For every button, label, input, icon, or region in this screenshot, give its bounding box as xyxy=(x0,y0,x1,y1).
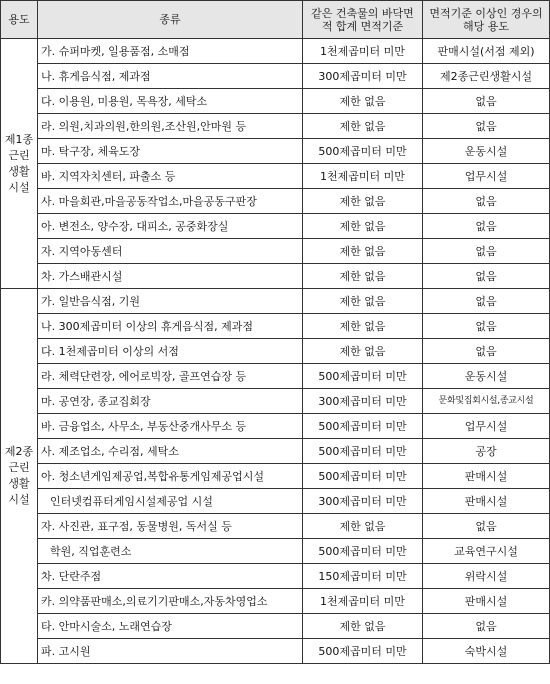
header-row xyxy=(1,1,550,39)
area-cell: 제한 없음 xyxy=(303,614,423,639)
table-row xyxy=(1,364,550,389)
kind-cell: 바. 지역자치센터, 파출소 등 xyxy=(38,164,303,189)
area-cell: 500제곱미터 미만 xyxy=(303,139,423,164)
use-cell: 운동시설 xyxy=(423,364,550,389)
area-cell: 제한 없음 xyxy=(303,339,423,364)
table-row xyxy=(1,464,550,489)
table-row xyxy=(1,39,550,64)
use-cell: 없음 xyxy=(423,239,550,264)
kind-cell: 아. 변전소, 양수장, 대피소, 공중화장실 xyxy=(38,214,303,239)
kind-cell: 나. 휴게음식점, 제과점 xyxy=(38,64,303,89)
kind-cell: 인터넷컴퓨터게임시설제공업 시설 xyxy=(38,489,303,514)
table-row xyxy=(1,564,550,589)
table-row xyxy=(1,239,550,264)
table-row xyxy=(1,489,550,514)
group-name: 제2종 근린 생활 시설 xyxy=(1,289,38,664)
area-cell: 제한 없음 xyxy=(303,514,423,539)
use-cell: 문화및집회시설,종교시설 xyxy=(423,389,550,414)
table-row xyxy=(1,414,550,439)
use-cell: 판매시설 xyxy=(423,464,550,489)
area-cell: 1천제곱미터 미만 xyxy=(303,589,423,614)
area-cell: 150제곱미터 미만 xyxy=(303,564,423,589)
kind-cell: 라. 체력단련장, 에어로빅장, 골프연습장 등 xyxy=(38,364,303,389)
kind-cell: 사. 마을회관,마을공동작업소,마을공동구판장 xyxy=(38,189,303,214)
area-cell: 300제곱미터 미만 xyxy=(303,389,423,414)
area-cell: 제한 없음 xyxy=(303,114,423,139)
use-cell: 판매시설 xyxy=(423,489,550,514)
kind-cell: 바. 금융업소, 사무소, 부동산중개사무소 등 xyxy=(38,414,303,439)
kind-cell: 마. 공연장, 종교집회장 xyxy=(38,389,303,414)
use-cell: 없음 xyxy=(423,214,550,239)
table-row xyxy=(1,339,550,364)
table-row xyxy=(1,514,550,539)
area-cell: 1천제곱미터 미만 xyxy=(303,164,423,189)
kind-cell: 자. 사진관, 표구점, 동물병원, 독서실 등 xyxy=(38,514,303,539)
kind-cell: 다. 이용원, 미용원, 목욕장, 세탁소 xyxy=(38,89,303,114)
use-cell: 업무시설 xyxy=(423,414,550,439)
use-cell: 없음 xyxy=(423,114,550,139)
kind-cell: 마. 탁구장, 체육도장 xyxy=(38,139,303,164)
use-cell: 없음 xyxy=(423,264,550,289)
table-row xyxy=(1,639,550,664)
table-row xyxy=(1,589,550,614)
use-cell: 업무시설 xyxy=(423,164,550,189)
area-cell: 제한 없음 xyxy=(303,264,423,289)
table-row xyxy=(1,289,550,314)
use-cell: 교육연구시설 xyxy=(423,539,550,564)
area-cell: 300제곱미터 미만 xyxy=(303,64,423,89)
table-body xyxy=(1,39,550,664)
area-cell: 1천제곱미터 미만 xyxy=(303,39,423,64)
area-cell: 제한 없음 xyxy=(303,289,423,314)
kind-cell: 나. 300제곱미터 이상의 휴게음식점, 제과점 xyxy=(38,314,303,339)
use-cell: 판매시설(서점 제외) xyxy=(423,39,550,64)
table-row xyxy=(1,189,550,214)
area-cell: 제한 없음 xyxy=(303,89,423,114)
header-group: 용도 xyxy=(1,1,38,39)
table-row xyxy=(1,264,550,289)
header-use: 면적기준 이상인 경우의 해당 용도 xyxy=(423,1,550,39)
area-cell: 500제곱미터 미만 xyxy=(303,439,423,464)
kind-cell: 학원, 직업훈련소 xyxy=(38,539,303,564)
use-cell: 공장 xyxy=(423,439,550,464)
table-row xyxy=(1,539,550,564)
kind-cell: 카. 의약품판매소,의료기기판매소,자동차영업소 xyxy=(38,589,303,614)
group-name: 제1종 근린 생활 시설 xyxy=(1,39,38,289)
use-cell: 없음 xyxy=(423,614,550,639)
use-cell: 숙박시설 xyxy=(423,639,550,664)
use-cell: 없음 xyxy=(423,514,550,539)
kind-cell: 가. 슈퍼마켓, 일용품점, 소매점 xyxy=(38,39,303,64)
kind-cell: 아. 청소년게임제공업,복합유통게임제공업시설 xyxy=(38,464,303,489)
area-cell: 500제곱미터 미만 xyxy=(303,364,423,389)
use-cell: 위락시설 xyxy=(423,564,550,589)
kind-cell: 사. 제조업소, 수리점, 세탁소 xyxy=(38,439,303,464)
table-row xyxy=(1,214,550,239)
table-row xyxy=(1,314,550,339)
use-cell: 없음 xyxy=(423,189,550,214)
use-cell: 제2종근린생활시설 xyxy=(423,64,550,89)
kind-cell: 타. 안마시술소, 노래연습장 xyxy=(38,614,303,639)
use-cell: 없음 xyxy=(423,339,550,364)
use-cell: 없음 xyxy=(423,289,550,314)
area-cell: 제한 없음 xyxy=(303,314,423,339)
area-cell: 500제곱미터 미만 xyxy=(303,539,423,564)
kind-cell: 다. 1천제곱미터 이상의 서점 xyxy=(38,339,303,364)
kind-cell: 라. 의원,치과의원,한의원,조산원,안마원 등 xyxy=(38,114,303,139)
table-row xyxy=(1,389,550,414)
area-cell: 500제곱미터 미만 xyxy=(303,464,423,489)
table-row xyxy=(1,89,550,114)
header-area: 같은 건축물의 바닥면적 합계 면적기준 xyxy=(303,1,423,39)
kind-cell: 자. 지역아동센터 xyxy=(38,239,303,264)
table-row xyxy=(1,139,550,164)
use-cell: 없음 xyxy=(423,314,550,339)
kind-cell: 파. 고시원 xyxy=(38,639,303,664)
use-cell: 없음 xyxy=(423,89,550,114)
table-row xyxy=(1,614,550,639)
header-kind: 종류 xyxy=(38,1,303,39)
table-row xyxy=(1,64,550,89)
area-cell: 제한 없음 xyxy=(303,189,423,214)
kind-cell: 차. 가스배관시설 xyxy=(38,264,303,289)
use-cell: 운동시설 xyxy=(423,139,550,164)
area-cell: 500제곱미터 미만 xyxy=(303,414,423,439)
use-cell: 판매시설 xyxy=(423,589,550,614)
area-cell: 500제곱미터 미만 xyxy=(303,639,423,664)
kind-cell: 가. 일반음식점, 기원 xyxy=(38,289,303,314)
area-cell: 제한 없음 xyxy=(303,239,423,264)
area-cell: 제한 없음 xyxy=(303,214,423,239)
table-row xyxy=(1,114,550,139)
table-row xyxy=(1,164,550,189)
table-row xyxy=(1,439,550,464)
kind-cell: 차. 단란주점 xyxy=(38,564,303,589)
area-cell: 300제곱미터 미만 xyxy=(303,489,423,514)
